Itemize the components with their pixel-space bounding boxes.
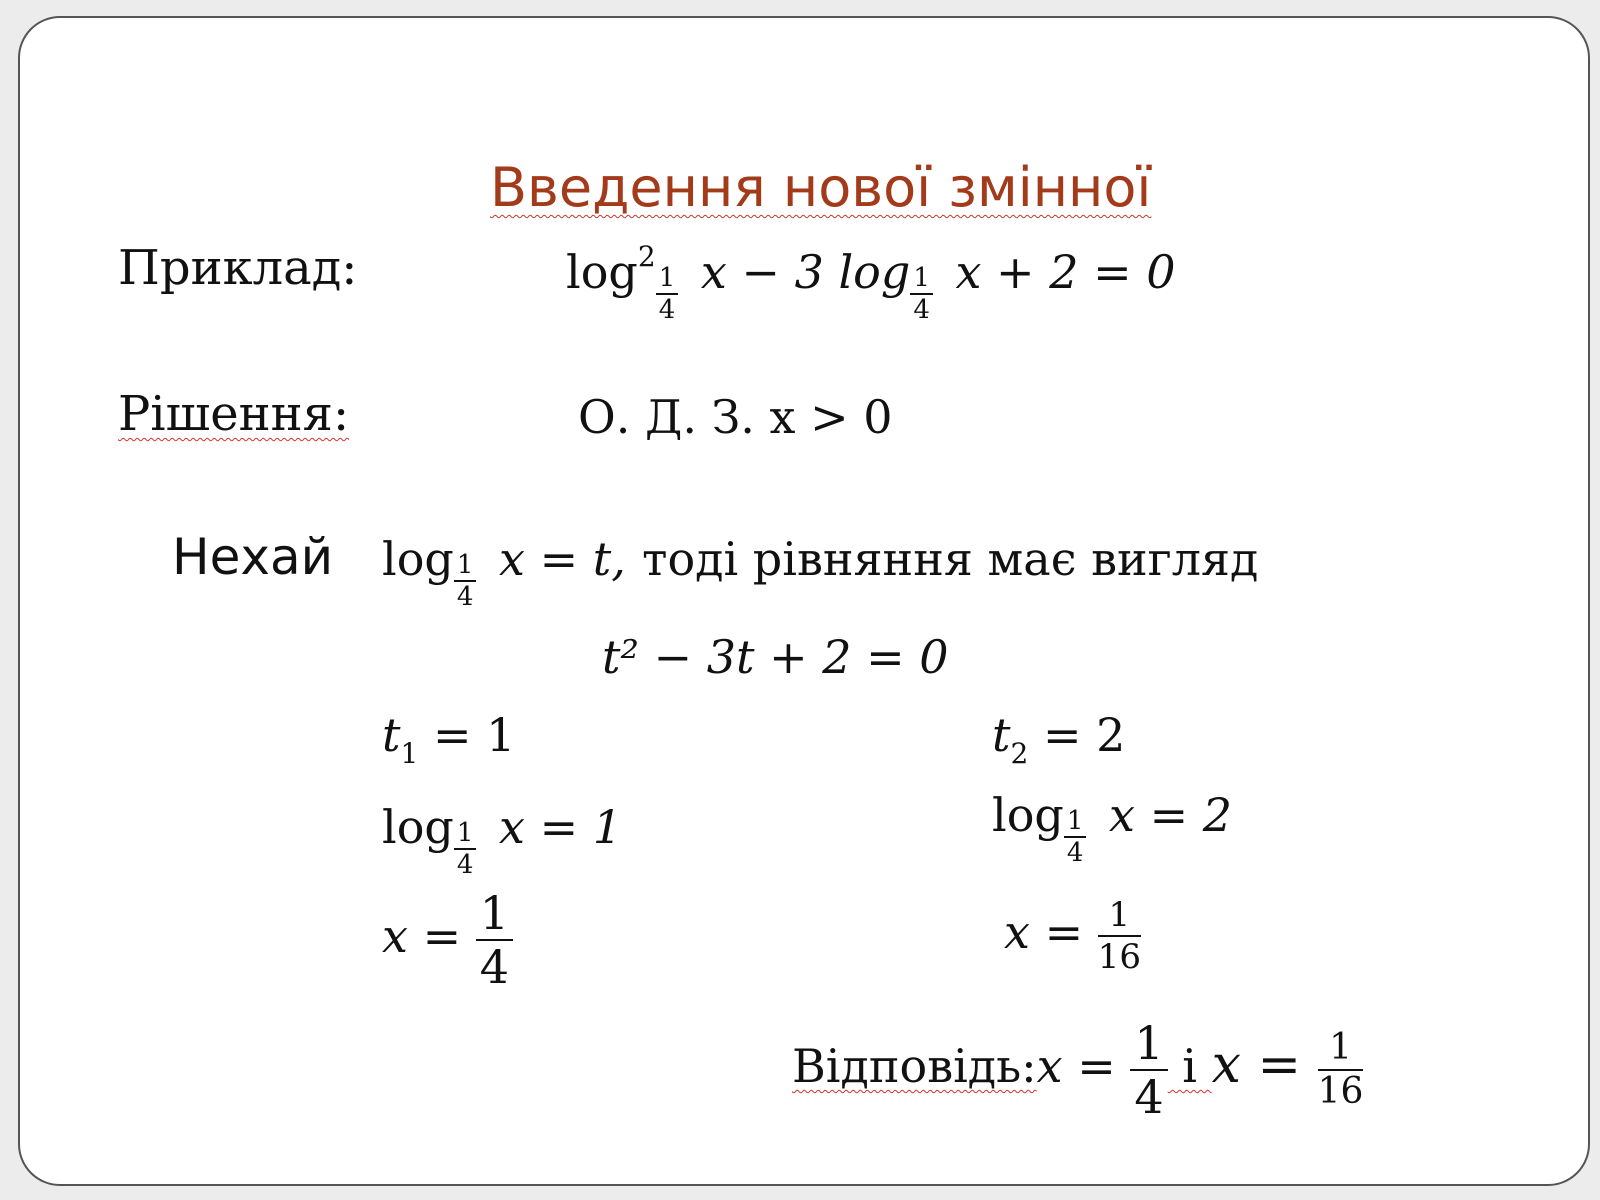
root-t1 (382, 708, 515, 770)
root-t2 (992, 708, 1125, 770)
base-numerator: 1 (454, 820, 477, 850)
x-fraction (1097, 895, 1141, 977)
answer-conjunction: і (1167, 1039, 1212, 1093)
log-text: log (992, 788, 1064, 842)
log-rhs: x = 2 (1094, 788, 1233, 842)
equation-part2: x + 2 = 0 (940, 245, 1176, 299)
solution-label: Рішення: (118, 386, 350, 442)
base-denominator: 4 (658, 295, 676, 325)
square-exponent: 2 (637, 240, 656, 273)
substitution-text: тоді рівняння має вигляд (642, 532, 1259, 586)
log-text: log (566, 245, 638, 299)
answer-x1-numerator: 1 (1130, 1020, 1167, 1071)
log-base-fraction-2 (910, 265, 933, 323)
log-base-fraction (454, 820, 477, 878)
slide-title: Введення нової змінної (490, 156, 1152, 219)
base-numerator: 1 (454, 552, 477, 582)
base-denominator: 4 (456, 582, 474, 612)
root-subscript: 2 (1010, 737, 1029, 770)
substitution-rhs: x = t, (484, 532, 626, 586)
slide (18, 16, 1590, 1186)
answer-x2-lhs: x = (1211, 1035, 1318, 1095)
answer-x2-numerator: 1 (1318, 1030, 1364, 1071)
answer-x1-denominator: 4 (1134, 1070, 1164, 1124)
x-fraction (476, 886, 513, 994)
log-equation-right (992, 788, 1232, 866)
quadratic-equation: t² − 3t + 2 = 0 (602, 630, 949, 684)
answer-x1-fraction (1130, 1016, 1167, 1124)
answer-x1-lhs: x = (1036, 1039, 1131, 1093)
root-variable: t (382, 708, 401, 762)
answer-label: Відповідь: (792, 1039, 1037, 1093)
answer-x2-fraction (1317, 1027, 1364, 1112)
root-value: = 2 (1028, 708, 1126, 762)
x-lhs: x = (382, 909, 476, 963)
x-lhs: x = (1004, 905, 1098, 959)
x-numerator: 1 (1098, 898, 1141, 937)
domain-condition: О. Д. З. x > 0 (578, 390, 893, 444)
answer-x2-denominator: 16 (1317, 1071, 1364, 1112)
base-numerator: 1 (1064, 808, 1087, 838)
base-denominator: 4 (1066, 838, 1084, 868)
base-denominator-2: 4 (913, 295, 930, 325)
log-base-fraction (1064, 808, 1087, 866)
x-denominator: 4 (479, 940, 510, 994)
root-value: = 1 (418, 708, 516, 762)
log-equation-left (382, 800, 622, 878)
let-label: Нехай (172, 528, 334, 586)
log-text: log (382, 800, 454, 854)
log-base-fraction (656, 265, 679, 323)
x-solution-right (1004, 895, 1141, 977)
example-equation (566, 240, 1176, 323)
equation-part1: x − 3 log (686, 245, 911, 299)
root-subscript: 1 (400, 737, 419, 770)
log-base-fraction (454, 552, 477, 610)
base-numerator-2: 1 (910, 265, 933, 295)
answer-line (792, 1016, 1364, 1124)
base-denominator: 4 (456, 850, 474, 880)
x-denominator: 16 (1097, 937, 1141, 977)
x-numerator: 1 (476, 890, 513, 941)
log-rhs: x = 1 (484, 800, 623, 854)
base-numerator: 1 (656, 265, 679, 295)
substitution-expression (382, 532, 626, 610)
x-solution-left (382, 886, 513, 994)
log-text: log (382, 532, 454, 586)
root-variable: t (992, 708, 1011, 762)
example-label: Приклад: (118, 240, 358, 296)
